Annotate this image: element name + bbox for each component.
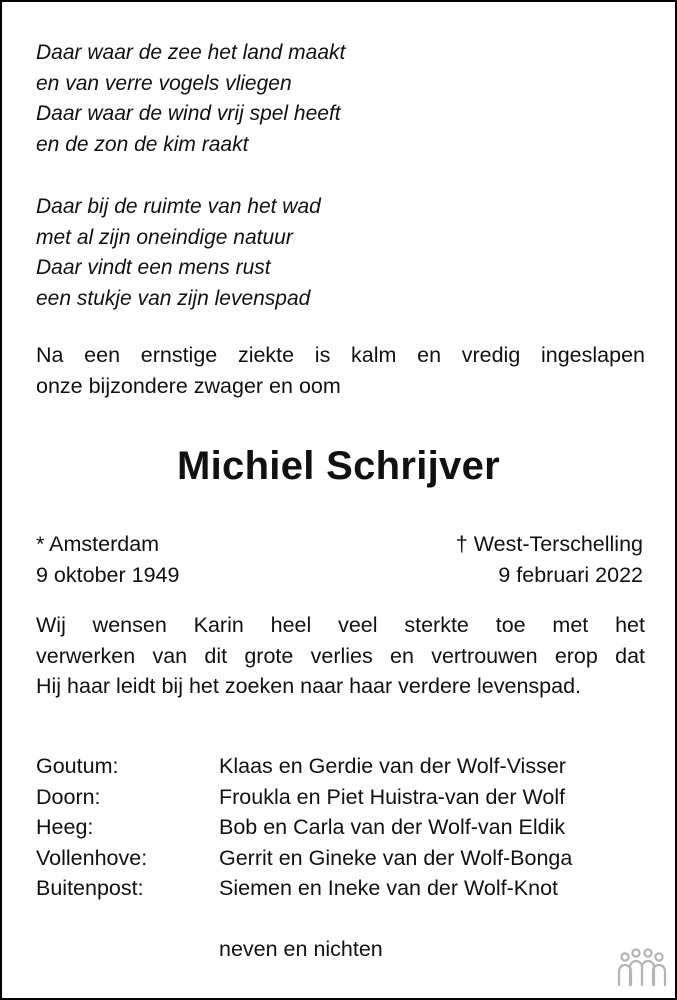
- poem-line: en van verre vogels vliegen: [36, 71, 292, 95]
- family-row: [36, 782, 572, 813]
- family-place: Heeg:: [36, 815, 94, 839]
- family-place: Goutum:: [36, 754, 119, 778]
- poem-stanza-2: [36, 192, 321, 314]
- people-group-icon: [617, 945, 667, 987]
- family-names: Bob en Carla van der Wolf-van Eldik: [219, 815, 566, 839]
- family-place: Buitenpost:: [36, 876, 144, 900]
- poem-line: een stukje van zijn levenspad: [36, 286, 311, 310]
- death-place: † West-Terschelling: [455, 532, 643, 556]
- birth-place: * Amsterdam: [36, 532, 160, 556]
- family-names: Klaas en Gerdie van der Wolf-Visser: [219, 754, 566, 778]
- family-names: Siemen en Ineke van der Wolf-Knot: [219, 876, 559, 900]
- family-place: Vollenhove:: [36, 845, 148, 870]
- message-line: Hij haar leidt bij het zoeken naar haar verdere levenspad.: [36, 674, 581, 698]
- poem-line: Daar waar de wind vrij spel heeft: [36, 102, 341, 125]
- family-names: Froukla en Piet Huistra-van der Wolf: [219, 784, 566, 809]
- message-line: Wij wensen Karin heel veel sterkte toe met het: [36, 613, 645, 637]
- intro-line: onze bijzondere zwager en oom: [36, 373, 341, 398]
- poem-line: en de zon de kim raakt: [36, 132, 249, 156]
- intro-line: Na een ernstige ziekte is kalm en vredig ingeslapen: [36, 343, 645, 367]
- poem-line: Daar vindt een mens rust: [36, 256, 271, 279]
- deceased-name: Michiel Schrijver: [176, 444, 500, 488]
- poem-line: Daar bij de ruimte van het wad: [36, 195, 321, 218]
- family-row: [36, 873, 572, 904]
- poem-line: met al zijn oneindige natuur: [36, 225, 293, 249]
- death-info: [456, 529, 643, 590]
- death-date: 9 februari 2022: [498, 562, 643, 587]
- family-list: [36, 751, 572, 904]
- family-row: [36, 843, 572, 874]
- closing-text: neven en nichten: [219, 937, 383, 961]
- family-place: Doorn:: [36, 784, 101, 809]
- intro-text: [36, 340, 645, 401]
- message-line: verwerken van dit grote verlies en vertrouwen erop dat: [36, 643, 645, 668]
- family-row: [36, 751, 572, 782]
- birth-info: [36, 529, 179, 590]
- message-text: [36, 610, 645, 702]
- family-names: Gerrit en Gineke van der Wolf-Bonga: [219, 845, 573, 870]
- poem-line: Daar waar de zee het land maakt: [36, 41, 346, 64]
- poem-stanza-1: [36, 38, 345, 160]
- birth-date: 9 oktober 1949: [36, 562, 180, 587]
- family-row: [36, 812, 572, 843]
